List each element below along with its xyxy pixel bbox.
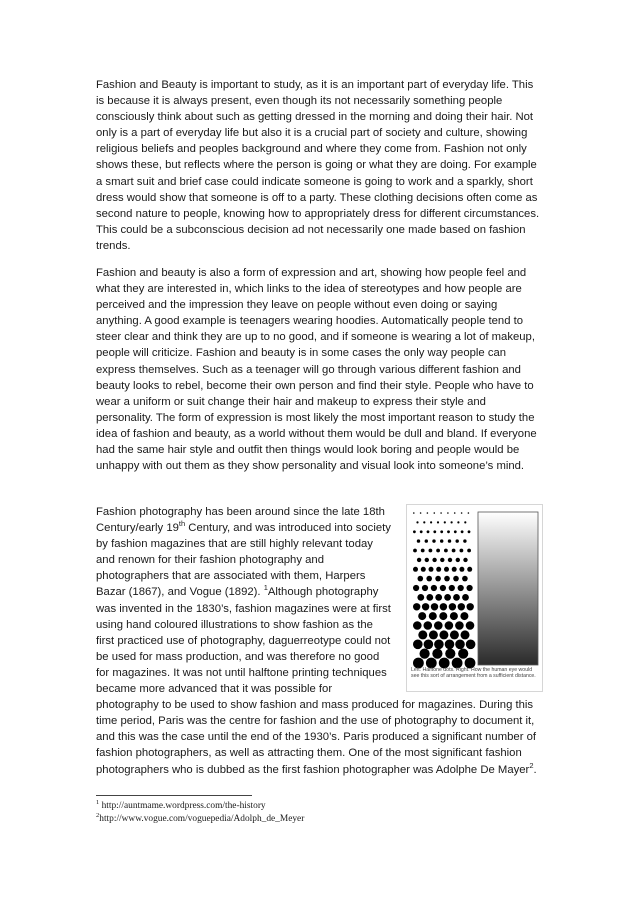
paragraph-text: Fashion photography has been around since the late 18th Century/early 19 (96, 506, 385, 535)
halftone-dot (427, 530, 430, 533)
halftone-dot (426, 576, 432, 582)
halftone-dot (459, 567, 464, 572)
halftone-dot (424, 621, 433, 630)
halftone-dot (418, 576, 424, 582)
halftone-dot (413, 512, 415, 514)
halftone-dot (445, 621, 454, 630)
paragraph-text: Century, and was introduced into society by fashion magazines that are still highly relevant today and renown for their fashion photography and photographers that are associated with them, Harpers Bazar (1867), and Vogue (1892). (96, 522, 391, 599)
footnote-divider (96, 795, 252, 796)
halftone-dot (435, 594, 442, 601)
halftone-dot (453, 594, 460, 601)
halftone-dot (466, 621, 475, 630)
halftone-dot (413, 567, 418, 572)
halftone-dot (425, 539, 428, 542)
halftone-dot (461, 530, 464, 533)
halftone-dot (448, 558, 452, 562)
halftone-dot (429, 549, 433, 553)
halftone-dot (434, 621, 443, 630)
halftone-dot (468, 512, 470, 514)
halftone-dot (451, 521, 453, 523)
halftone-dot (467, 603, 474, 610)
halftone-dot (413, 640, 423, 650)
halftone-dot (458, 585, 464, 591)
halftone-dot (429, 567, 434, 572)
halftone-dot (413, 530, 416, 533)
halftone-dot (445, 640, 455, 650)
halftone-dot (418, 630, 427, 639)
halftone-dots (413, 512, 475, 668)
paragraph-expression (96, 265, 543, 474)
paragraph-why-study (96, 77, 543, 254)
halftone-dot (430, 521, 432, 523)
halftone-figure (406, 504, 543, 692)
halftone-dot (450, 630, 459, 639)
halftone-dot (420, 530, 423, 533)
halftone-dot (444, 521, 446, 523)
halftone-dot (422, 603, 429, 610)
halftone-dot (444, 576, 450, 582)
paragraph-text: Fashion and beauty is also a form of expression and art, showing how people feel and what they are interested in, which links to the idea of stereotypes and how people are perceived and the impression they leave on people without even doing or saying anything. A good example is teenagers wearing hoodies. Automatically people tend to steer clear and think they are up to no good, and if someone is wearing a lot of makeup, people will criticize. Fashion and beauty is in some cases the only way people can express themselves. Such as a teenager will go through various different fashion and beauty looks to rebel, become their own person and find their style. People who have to wear a uniform or suit change their hair and makeup to express their style and personality. The form of expression is most likely the most important reason to study the idea of fashion and beauty, as a world without them would be dull and bland. If everyone had the same hair style and outfit then things would look boring and people would be unhappy with out them as they show personality and visual look into someone’s mind. (96, 267, 537, 473)
halftone-dot (422, 585, 428, 591)
halftone-dot (457, 521, 459, 523)
halftone-dot (413, 585, 419, 591)
halftone-dot (432, 558, 436, 562)
halftone-dot (417, 594, 424, 601)
halftone-dot (444, 594, 451, 601)
halftone-dot (432, 539, 435, 542)
halftone-dot (431, 585, 437, 591)
halftone-dot (455, 640, 465, 650)
figure-caption: Left: Halftone dots. Right: How the human eye would see this sort of arrangement from a sufficient distance. (411, 667, 536, 680)
halftone-dot (440, 530, 443, 533)
halftone-dot (418, 612, 426, 620)
paragraph-photography-history (96, 504, 543, 778)
halftone-dot (447, 512, 449, 514)
halftone-dot (440, 512, 442, 514)
halftone-dot (421, 549, 425, 553)
halftone-dot (444, 549, 448, 553)
halftone-dot (437, 521, 439, 523)
halftone-dot (461, 630, 470, 639)
halftone-dot (423, 521, 425, 523)
halftone-dot (452, 549, 456, 553)
halftone-dot (426, 594, 433, 601)
halftone-dot (439, 612, 447, 620)
halftone-dot (454, 530, 457, 533)
halftone-dot (445, 649, 455, 659)
paragraph-text: . (533, 763, 537, 776)
halftone-dot (440, 558, 444, 562)
halftone-dot (456, 558, 460, 562)
halftone-dot (458, 649, 468, 659)
halftone-dot (439, 630, 448, 639)
halftone-dot (413, 621, 422, 630)
halftone-dot (440, 585, 446, 591)
halftone-dot (431, 603, 438, 610)
halftone-dot (425, 558, 429, 562)
halftone-dot (420, 649, 430, 659)
halftone-dot (440, 603, 447, 610)
halftone-dot (467, 567, 472, 572)
gradient-panel (478, 512, 538, 665)
superscript: th (178, 519, 186, 529)
halftone-dot (464, 521, 466, 523)
footnote-ref-1: 1 (263, 583, 268, 593)
halftone-dot (450, 612, 458, 620)
halftone-dot (429, 630, 438, 639)
footnote-1 (96, 800, 266, 812)
halftone-dot (449, 603, 456, 610)
footnote-link[interactable]: http://auntmame.wordpress.com/the-history (99, 801, 266, 811)
halftone-dot (433, 530, 436, 533)
footnote-link[interactable]: http://www.vogue.com/voguepedia/Adolph_de_Meyer (99, 814, 305, 824)
halftone-dot (449, 585, 455, 591)
halftone-dot (435, 576, 441, 582)
halftone-dot (417, 539, 420, 542)
footnote-2 (96, 813, 304, 825)
halftone-dot (463, 558, 467, 562)
halftone-dot (454, 512, 456, 514)
halftone-dot (455, 621, 464, 630)
halftone-dot (461, 512, 463, 514)
halftone-dot (432, 649, 442, 659)
halftone-dot (413, 603, 420, 610)
halftone-dot (440, 539, 443, 542)
halftone-dot (413, 549, 417, 553)
halftone-dot (434, 640, 444, 650)
footnote-number: 1 (96, 798, 100, 806)
halftone-dot (444, 567, 449, 572)
footnote-ref-2: 2 (529, 760, 534, 770)
halftone-dot (421, 567, 426, 572)
halftone-dot (436, 567, 441, 572)
halftone-dot (427, 512, 429, 514)
halftone-dot (462, 576, 468, 582)
halftone-dot (434, 512, 436, 514)
halftone-dot (468, 530, 471, 533)
halftone-dot (448, 539, 451, 542)
halftone-dot (447, 530, 450, 533)
paragraph-text: Although photography was invented in the 1830’s, fashion magazines were at first using hand coloured illustrations to show fashion as the first practiced use of photography, daguerreotype could not be used for mass production, and was therefore no good for magazines. It was not until halftone printing techniques became more advanced that it was possible for photography to be used to show fashion and mass produced for magazines. During this time period, Paris was the centre for fashion and the use of photography to document it, and this was the case until the end of the 1930’s. Paris produced a significant number of fashion photographers, as well as attracting them. One of the most significant fashion photographers who is dubbed as the first fashion photographer was Adolphe De Mayer (96, 586, 537, 776)
halftone-dot (467, 549, 471, 553)
halftone-dot (466, 640, 476, 650)
halftone-dot (462, 594, 469, 601)
footnote-number: 2 (96, 811, 100, 819)
halftone-dot (458, 603, 465, 610)
halftone-dot (460, 549, 464, 553)
halftone-dot (424, 640, 434, 650)
halftone-dot (436, 549, 440, 553)
halftone-dot (420, 512, 422, 514)
halftone-dot (456, 539, 459, 542)
halftone-dot (452, 567, 457, 572)
halftone-dot (453, 576, 459, 582)
halftone-dot (416, 521, 418, 523)
paragraph-text: Fashion and Beauty is important to study, as it is an important part of everyday life. This is because it is always present, even though its not necessarily something people consciously think about such as getting dressed in the morning and doing their hair. Not only is a part of everyday life but also it is a crucial part of society and culture, showing religious beliefs and peoples background and where they come from. Fashion not only shows these, but reflects where the person is going or what they are doing. For example a smart suit and brief case could indicate someone is going to work and a sparkly, short dress would show that someone is off to a party. These clothing decisions often come as second nature to people, knowing how to appropriately dress for different circumstances. This could be a subconscious decision ad not necessarily one made based on fashion trends. (96, 79, 540, 252)
halftone-dot (467, 585, 473, 591)
halftone-dot (429, 612, 437, 620)
halftone-dot (417, 558, 421, 562)
halftone-dot (463, 539, 466, 542)
halftone-illustration (407, 505, 544, 693)
halftone-dot (460, 612, 468, 620)
